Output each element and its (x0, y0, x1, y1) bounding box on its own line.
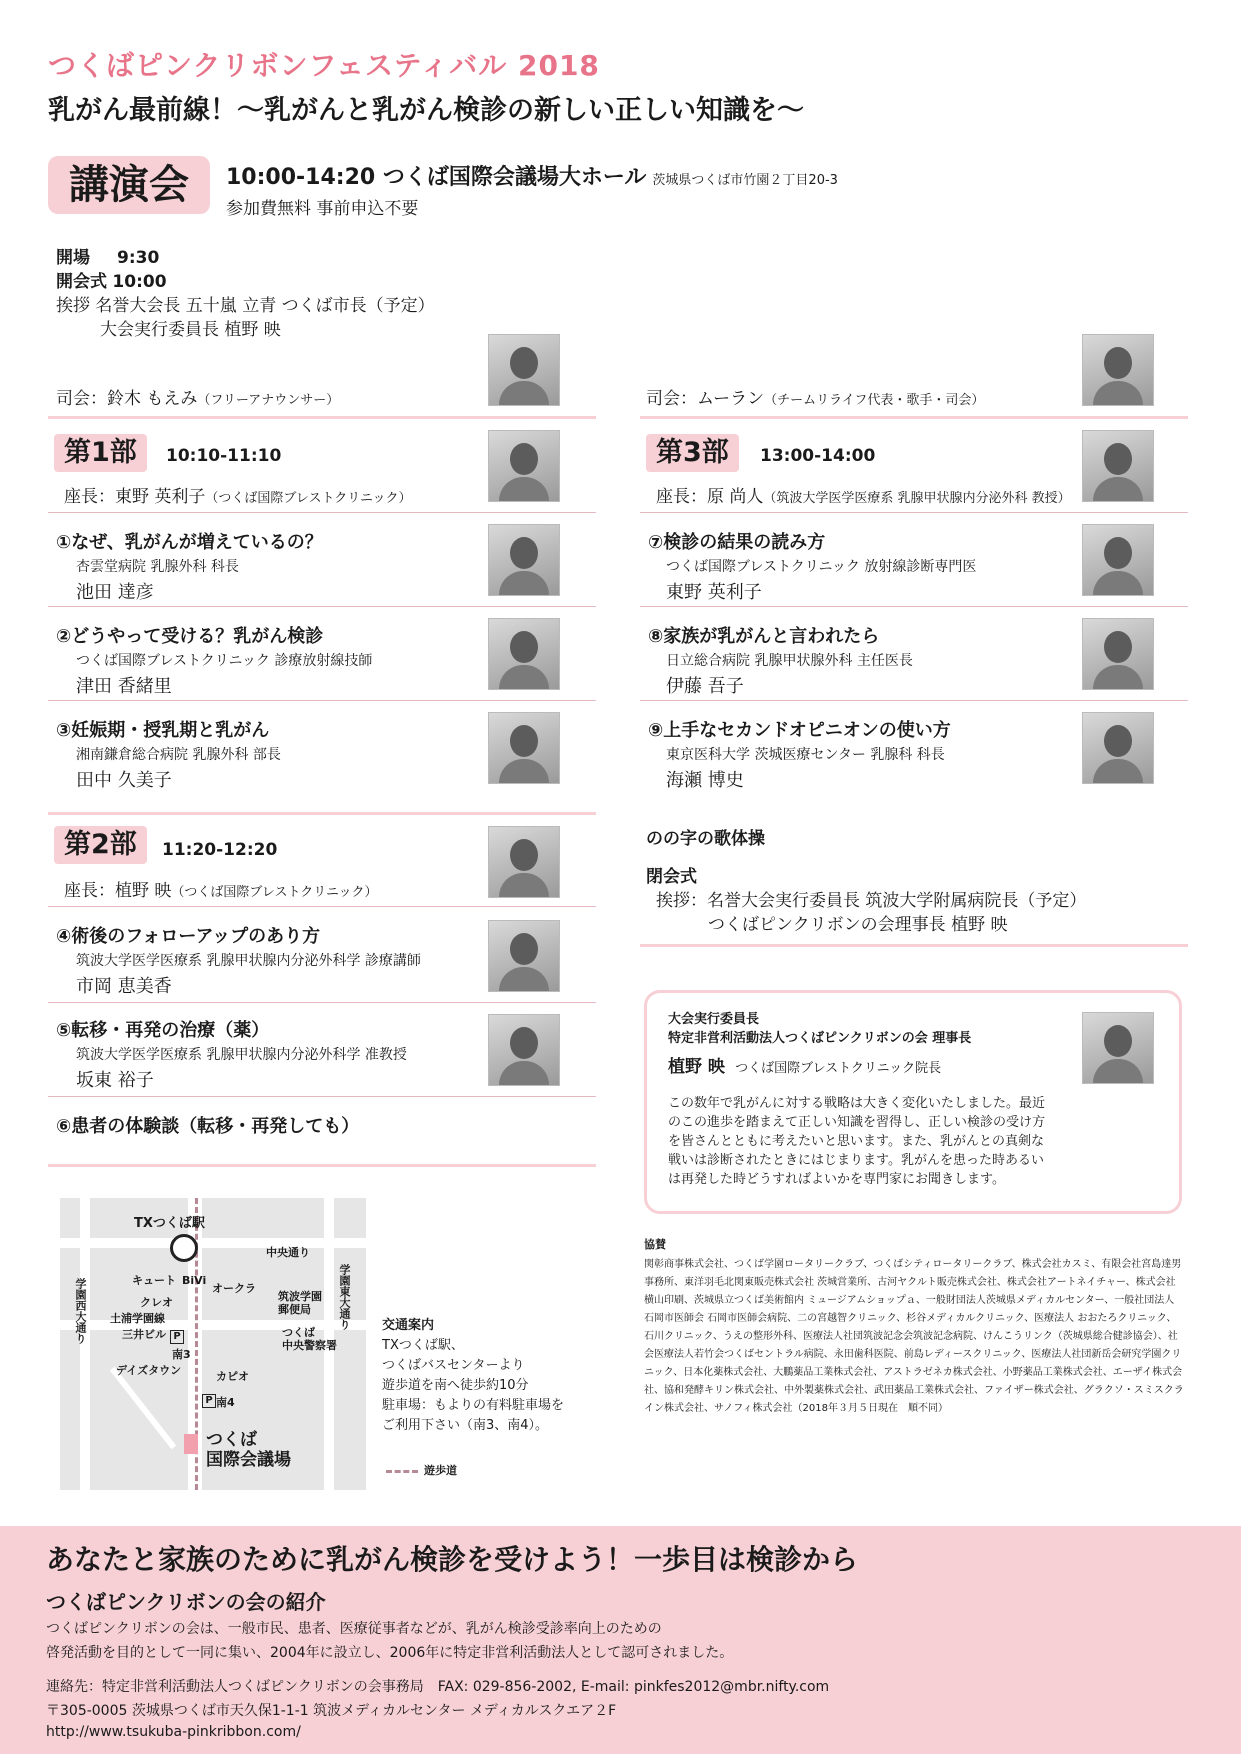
opening-info (56, 246, 435, 342)
venue-marker (184, 1434, 198, 1454)
ceremony-label: 開会式 (56, 272, 107, 292)
access-line: つくばバスセンターより (382, 1358, 525, 1373)
mc-right (646, 384, 984, 409)
greeting-2: 大会実行委員長 植野 映 (100, 320, 281, 340)
part3-chair (656, 482, 1071, 507)
talk-affiliation: 湘南鎌倉総合病院 乳腺外科 部長 (76, 747, 281, 763)
speaker-photo (1082, 524, 1154, 596)
talk-speaker: 坂東 裕子 (76, 1070, 154, 1091)
talk-speaker: 伊藤 吾子 (666, 676, 744, 697)
speaker-photo (488, 920, 560, 992)
sponsors-title: 協賛 (644, 1238, 666, 1251)
message-body-line: 戦いは診断されたときにはじまります。乳がんを患った時あるい (668, 1153, 1044, 1168)
closing-ceremony: 閉会式 (646, 867, 697, 887)
part1-chair-name: 座長：東野 英利子 (64, 487, 206, 507)
closing-greeting-2: つくばピンクリボンの会理事長 植野 映 (708, 915, 1008, 935)
map-disney: デイズタウン (116, 1364, 182, 1377)
message-body (668, 1094, 1045, 1189)
message-affiliation: つくば国際ブレストクリニック院長 (735, 1061, 942, 1076)
part2-time: 11:20-12:20 (162, 840, 278, 860)
message-name: 植野 映 (668, 1057, 725, 1077)
festival-title: つくばピンクリボンフェスティバル 2018 (48, 49, 600, 82)
map-post: 筑波学園 郵便局 (278, 1290, 322, 1316)
greeting-label: 挨拶 (56, 296, 90, 316)
talk-affiliation: 筑波大学医学医療系 乳腺甲状腺内分泌外科学 准教授 (76, 1047, 407, 1063)
part3-chair-name: 座長：原 尚人 (656, 487, 764, 507)
message-body-line: は再発した時どうすればよいかを専門家にお聞きします。 (668, 1172, 1005, 1187)
divider (640, 512, 1188, 513)
talk-affiliation: 筑波大学医学医療系 乳腺甲状腺内分泌外科学 診療講師 (76, 953, 421, 969)
part3-time: 13:00-14:00 (760, 446, 876, 466)
divider (640, 606, 1188, 607)
map-tsuchiura: 土浦学園線 (110, 1312, 165, 1325)
parking-icon: P (202, 1394, 216, 1408)
map-legend-label: 遊歩道 (424, 1464, 457, 1477)
part3-badge: 第3部 (646, 434, 739, 472)
lecture-time-venue (226, 160, 838, 191)
access-map (60, 1198, 366, 1490)
part1-chair-note: （つくば国際ブレストクリニック） (205, 491, 412, 506)
talk-title: ①なぜ、乳がんが増えているの？ (56, 532, 323, 553)
message-line1: 大会実行委員長 (668, 1012, 760, 1027)
map-capio: カピオ (216, 1370, 249, 1383)
speaker-photo (488, 618, 560, 690)
message-body-line: を皆さんとともに考えたいと思います。また、乳がんとの真剣な (668, 1134, 1044, 1149)
mc-right-name: 司会：ムーラン (646, 389, 765, 409)
mc-left-note: （フリーアナウンサー） (197, 393, 340, 408)
divider (48, 1164, 596, 1167)
lecture-address: 茨城県つくば市竹園２丁目20-3 (652, 173, 838, 188)
greeting-1: 名誉大会長 五十嵐 立青 つくば市長（予定） (95, 296, 435, 316)
map-legend (386, 1462, 457, 1478)
map-okura: オークラ (212, 1282, 256, 1295)
mc-left-name: 司会：鈴木 もえみ (56, 389, 198, 409)
divider (48, 512, 596, 513)
talk-speaker: 東野 英利子 (666, 582, 762, 603)
talk-speaker: 津田 香緒里 (76, 676, 172, 697)
mc-right-photo (1082, 334, 1154, 406)
footer-intro-1: つくばピンクリボンの会は、一般市民、患者、医療従事者などが、乳がん検診受診率向上のための (46, 1621, 662, 1637)
talk-affiliation: つくば国際ブレストクリニック 放射線診断専門医 (666, 559, 977, 575)
festival-subtitle: 乳がん最前線！～乳がんと乳がん検診の新しい正しい知識を～ (48, 95, 804, 126)
map-cute: キュート (132, 1274, 176, 1287)
talk-affiliation: 東京医科大学 茨城医療センター 乳腺科 科長 (666, 747, 945, 763)
parking-icon: P (170, 1330, 184, 1344)
mc-right-note: （チームリライフ代表・歌手・司会） (764, 393, 985, 408)
divider (640, 700, 1188, 701)
doors-label: 開場 (56, 248, 90, 268)
chairman-photo (1082, 1012, 1154, 1084)
part2-badge: 第2部 (54, 826, 147, 864)
talk-speaker: 田中 久美子 (76, 770, 172, 791)
lecture-fee: 参加費無料 事前申込不要 (226, 199, 419, 219)
footer-slogan: あなたと家族のために乳がん検診を受けよう！一歩目は検診から (46, 1543, 859, 1576)
map-minami3: 南3 (172, 1348, 191, 1361)
mc-left-photo (488, 334, 560, 406)
access-title: 交通案内 (382, 1318, 435, 1333)
ceremony-time: 10:00 (112, 272, 167, 292)
speaker-photo (488, 1014, 560, 1086)
map-bivi: BiVi (182, 1274, 207, 1287)
speaker-photo (488, 524, 560, 596)
part2-chair-name: 座長：植野 映 (64, 881, 172, 901)
divider (640, 944, 1188, 947)
footer-url-link[interactable]: http://www.tsukuba-pinkribbon.com/ (46, 1724, 301, 1740)
doors-time: 9:30 (117, 248, 160, 268)
access-line: 駐車場：もよりの有料駐車場を (382, 1398, 565, 1413)
access-line: 遊歩道を南へ徒歩約10分 (382, 1378, 529, 1393)
access-line: ご利用下さい（南3、南4）。 (382, 1418, 549, 1433)
talk-title: ⑨上手なセカンドオピニオンの使い方 (648, 720, 951, 741)
talk-affiliation: 日立総合病院 乳腺甲状腺外科 主任医長 (666, 653, 913, 669)
talk-title: ⑤転移・再発の治療（薬） (56, 1020, 270, 1041)
gymnastics: のの字の歌体操 (646, 829, 765, 849)
part2-chair-photo (488, 826, 560, 898)
lecture-time-venue-text: 10:00-14:20 つくば国際会議場大ホール (226, 165, 647, 190)
talk-title: ⑦検診の結果の読み方 (648, 532, 826, 553)
part1-chair (64, 482, 411, 507)
divider (48, 1096, 596, 1097)
access-info (382, 1316, 564, 1436)
sponsors-list: 関彰商事株式会社、つくば学園ロータリークラブ、つくばシティロータリークラブ、株式会社カスミ、有限会社宮島達男事務所、東洋羽毛北関東販売株式会社 茨城営業所、古河ヤクルト販売株式会社、株式会社アートネイチャー、株式会社横山印刷、茨城県立つくば美術館内 ミュージアムショップａ、一般財団法人茨城県メディカルセンター、一般社団法人石岡市医師会 石岡市医師会病院、二の宮越智クリニック、杉谷メディカルクリニック、医療法人 おおたろクリニック、石川クリニック、うえの整形外科、医療法人社団筑波記念会筑波記念病院、けんこうリンク（茨城県総合健診協会）、社会医療法人若竹会つくばセントラル病院、永田歯科医院、前島レディースクリニック、医療法人社団新岳会研究学園クリニック、日本化薬株式会社、大鵬薬品工業株式会社、アストラゼネカ株式会社、小野薬品工業株式会社、エーザイ株式会社、協和発酵キリン株式会社、中外製薬株式会社、武田薬品工業株式会社、ファイザー株式会社、グラクソ・スミスクライン株式会社、サノフィ株式会社（2018年３月５日現在 順不同） (644, 1259, 1184, 1414)
talk-title: ⑥患者の体験談（転移・再発しても） (56, 1116, 360, 1137)
message-line2: 特定非営利活動法人つくばピンクリボンの会 理事長 (668, 1031, 972, 1046)
access-line: TXつくば駅、 (382, 1338, 464, 1353)
talk-affiliation: 杏雲堂病院 乳腺外科 科長 (76, 559, 239, 575)
divider (48, 906, 596, 907)
map-creo: クレオ (140, 1296, 173, 1309)
closing-greeting-1: 名誉大会実行委員長 筑波大学附属病院長（予定） (707, 891, 1087, 911)
map-west-road: 学園西大通り (74, 1278, 87, 1344)
talk-title: ③妊娠期・授乳期と乳がん (56, 720, 270, 741)
part2-chair-note: （つくば国際ブレストクリニック） (171, 885, 378, 900)
divider (48, 1002, 596, 1003)
message-body-line: この数年で乳がんに対する戦略は大きく変化いたしました。最近 (668, 1096, 1046, 1111)
divider (48, 812, 596, 815)
part2-chair (64, 876, 377, 901)
speaker-photo (1082, 712, 1154, 784)
promenade-legend-icon (386, 1470, 418, 1473)
message-header (668, 1010, 971, 1048)
map-venue: つくば 国際会議場 (206, 1430, 291, 1470)
talk-title: ②どうやって受ける？乳がん検診 (56, 626, 324, 647)
speaker-photo (1082, 618, 1154, 690)
footer-contact: 連絡先：特定非営利活動法人つくばピンクリボンの会事務局 FAX: 029-856-2002, E-mail: pinkfes2012@mbr.nifty.com (46, 1679, 830, 1695)
closing-greeting-label: 挨拶： (656, 891, 707, 911)
divider (48, 416, 596, 419)
footer-band (0, 1526, 1241, 1754)
map-police: つくば 中央警察署 (282, 1326, 337, 1352)
closing-greeting (656, 886, 1086, 911)
station-icon (170, 1234, 198, 1262)
talk-title: ④術後のフォローアップのあり方 (56, 926, 321, 947)
message-body-line: のこの進歩を踏まえて正しい知識を習得し、正しい検診の受け方 (668, 1115, 1046, 1130)
map-mitsui: 三井ビル (122, 1328, 166, 1341)
message-author (668, 1052, 941, 1077)
map-minami4: 南4 (216, 1396, 235, 1409)
map-station: TXつくば駅 (134, 1216, 205, 1231)
part1-chair-photo (488, 430, 560, 502)
talk-speaker: 池田 達彦 (76, 582, 154, 603)
map-east-road: 学園東大通り (338, 1264, 351, 1330)
divider (640, 416, 1188, 419)
footer-intro-title: つくばピンクリボンの会の紹介 (46, 1590, 326, 1614)
divider (48, 700, 596, 701)
talk-speaker: 市岡 恵美香 (76, 976, 172, 997)
part3-chair-note: （筑波大学医学医療系 乳腺甲状腺内分泌外科 教授） (763, 491, 1071, 506)
footer-intro-2: 啓発活動を目的として一同に集い、2004年に設立し、2006年に特定非営利活動法人として認可されました。 (46, 1645, 734, 1661)
talk-title: ⑧家族が乳がんと言われたら (648, 626, 880, 647)
divider (48, 606, 596, 607)
part3-chair-photo (1082, 430, 1154, 502)
talk-affiliation: つくば国際ブレストクリニック 診療放射線技師 (76, 653, 373, 669)
lecture-badge: 講演会 (48, 156, 210, 214)
footer-address: 〒305-0005 茨城県つくば市天久保1-1-1 筑波メディカルセンター メディカルスクエア２F (46, 1703, 617, 1719)
part1-time: 10:10-11:10 (166, 446, 282, 466)
talk-speaker: 海瀬 博史 (666, 770, 744, 791)
part1-badge: 第1部 (54, 434, 147, 472)
speaker-photo (488, 712, 560, 784)
map-chuo: 中央通り (266, 1246, 310, 1259)
mc-left (56, 384, 339, 409)
